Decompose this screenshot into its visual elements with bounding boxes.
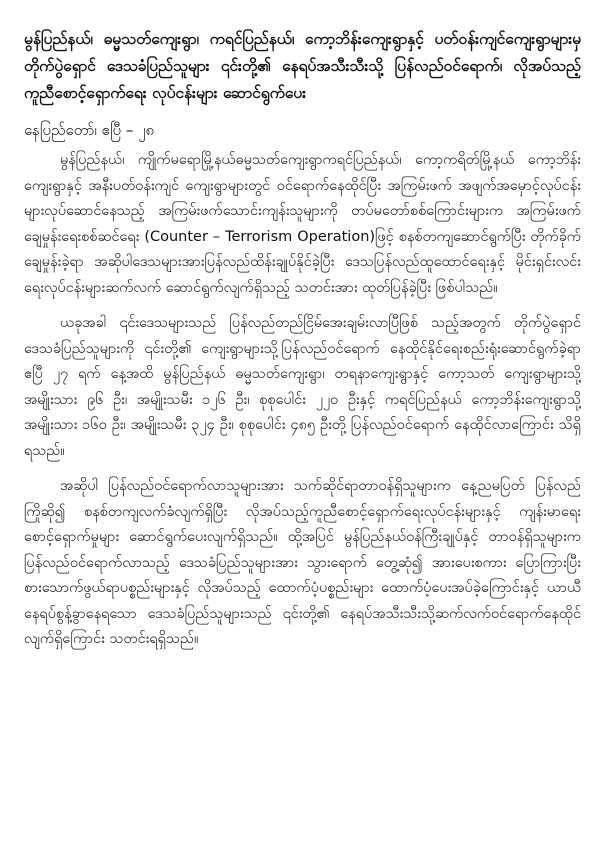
article-paragraph-2: ယခုအခါ ၎င်းဒေသများသည် ပြန်လည်တည်ငြိမ်အေးချမ်းလာပြီဖြစ် သည့်အတွက် တိုက်ပွဲရှောင် ဒေသခံပြည်သူများကို ၎င်းတို့၏ ကျေးရွာများသို့ပြန်လည်ဝင်ရောက် နေထိုင်နိုင်ရေးစည်းရုံးဆောင်ရွက်ခဲ့ရာ ဧပြီ ၂၇ ရက် နေ့အထိ မွန်ပြည်နယ် ဓမ္မသတ်ကျေးရွာ၊ တရနာကျေးရွာနှင့် ကော့သတ် ကျေးရွာများသို့ အမျိုးသား ၉၆ ဦး၊ အမျိုးသမီး ၁၂၆ ဦး၊ စုစုပေါင်း ၂၂၀ ဦးနှင့် ကရင်ပြည်နယ် ကော့ဘိန်းကျေးရွာသို့ အမျိုးသား ၁၆၀ ဦး၊ အမျိုးသမီး ၃၂၄ ဦး၊ စုစုပေါင်း ၄၈၅ ဦးတို့ ပြန်လည်ဝင်ရောက် နေထိုင်လာကြောင်း သိရှိရသည်။ xyxy=(24,315,581,459)
article-paragraph-1: မွန်ပြည်နယ်၊ ကျိုက်မရောမြို့နယ်ဓမ္မသတ်ကျေးရွာကရင်ပြည်နယ်၊ ကော့ကရိတ်မြို့နယ် ကော့ဘိန်းကျေးရွာနှင့် အနီးပတ်ဝန်းကျင် ကျေးရွာများတွင် ဝင်ရောက်နေထိုင်ပြီး အကြမ်းဖက် အဖျက်အမှောင့်လုပ်ငန်းများလုပ်ဆောင်နေသည့် အကြမ်းဖက်သောင်းကျန်းသူများကို တပ်မတော်စစ်ကြောင်းများက အကြမ်းဖက်ချေမှုန်းရေးစစ်ဆင်ရေး (Counter – Terrorism Operation)ဖြင့် စနစ်တကျဆောင်ရွက်ပြီး တိုက်ခိုက်ချေမှုန်းခဲ့ရာ အဆိုပါဒေသများအားပြန်လည်ထိန်းချုပ်နိုင်ခဲ့ပြီး ဒေသပြန်လည်ထူထောင်ရေးနှင့် မိုင်းရှင်းလင်းရေးလုပ်ငန်းများဆက်လက် ဆောင်ရွက်လျက်ရှိသည့် သတင်းအား ထုတ်ပြန်ခဲ့ပြီး ဖြစ်ပါသည်။ xyxy=(24,152,581,296)
article-headline: မွန်ပြည်နယ်၊ ဓမ္မသတ်ကျေးရွာ၊ ကရင်ပြည်နယ်၊ ကော့ဘိန်းကျေးရွာနှင့် ပတ်ဝန်းကျင်ကျေးရွာများမှ တိုက်ပွဲရှောင် ဒေသခံပြည်သူများ ၎င်းတို့၏ နေရပ်အသီးသီးသို့ ပြန်လည်ဝင်ရောက်၊ လိုအပ်သည့်ကူညီစောင့်ရှောက်ရေး လုပ်ငန်းများ ဆောင်ရွက်ပေး xyxy=(24,30,581,102)
article-dateline: နေပြည်တော်၊ ဧပြီ – ၂၈ xyxy=(24,121,155,139)
article-paragraph-3: အဆိုပါ ပြန်လည်ဝင်ရောက်လာသူများအား သက်ဆိုင်ရာတာဝန်ရှိသူများက နေ့ညမပြတ် ပြန်လည်ကြိုဆို၍ စနစ်တကျလက်ခံလျက်ရှိပြီး လိုအပ်သည့်ကူညီစောင့်ရှောက်ရေးလုပ်ငန်းများနှင့် ကျန်းမာရေးစောင့်ရှောက်မှုများ ဆောင်ရွက်ပေးလျက်ရှိသည်။ ထို့အပြင် မွန်ပြည်နယ်ဝန်ကြီးချုပ်နှင့် တာဝန်ရှိသူများက ပြန်လည်ဝင်ရောက်လာသည့် ဒေသခံပြည်သူများအား သွားရောက် တွေ့ဆုံ၍ အားပေးစကား ပြောကြားပြီး စားသောက်ဖွယ်ရာပစ္စည်းများနှင့် လိုအပ်သည့် ထောက်ပံ့ပစ္စည်းများ ထောက်ပံ့ပေးအပ်ခဲ့ကြောင်းနှင့် ယာယီနေရပ်စွန့်ခွာနေရသော ဒေသခံပြည်သူများသည် ၎င်းတို့၏ နေရပ်အသီးသီးသို့ဆက်လက်ဝင်ရောက်နေထိုင် လျက်ရှိကြောင်း သတင်းရရှိသည်။ xyxy=(24,478,581,647)
